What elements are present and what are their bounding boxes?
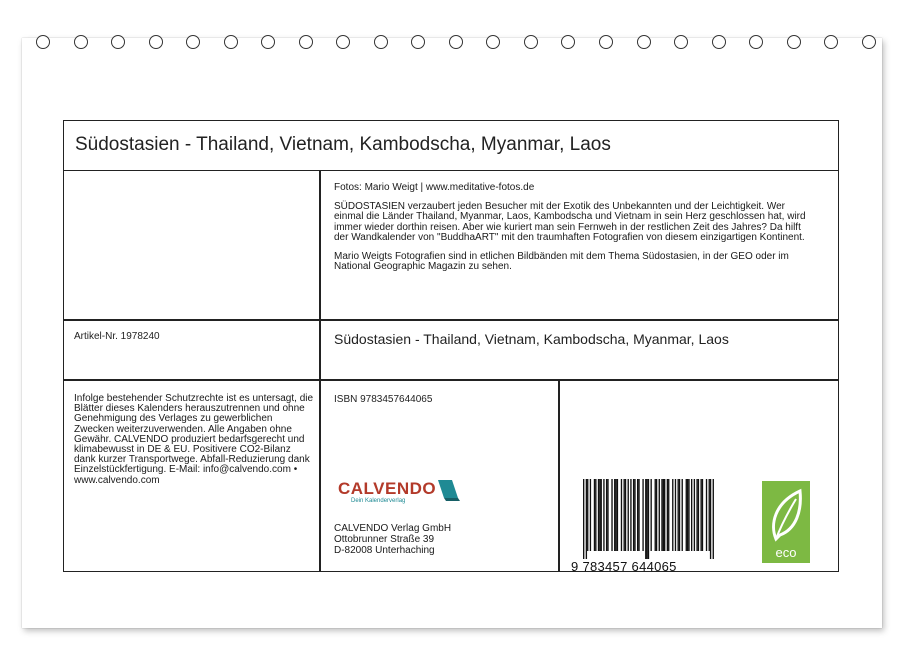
publisher-city: D-82008 Unterhaching xyxy=(334,545,435,556)
barcode-bar xyxy=(663,479,664,551)
barcode-bar xyxy=(682,479,683,551)
barcode-bar xyxy=(634,479,635,551)
barcode-bar xyxy=(595,479,596,551)
description-block xyxy=(334,183,814,281)
article-number: Artikel-Nr. 1978240 xyxy=(74,331,160,342)
logo-tagline: Dein Kalenderverlag xyxy=(351,498,406,504)
binding-ring xyxy=(299,35,313,49)
binding-ring xyxy=(186,35,200,49)
title-row xyxy=(64,121,838,171)
calendar-subtitle: Südostasien - Thailand, Vietnam, Kambodscha, Myanmar, Laos xyxy=(334,331,729,347)
barcode-bar xyxy=(598,479,599,551)
barcode-bar xyxy=(642,479,643,551)
barcode-bar xyxy=(583,479,584,559)
description-paragraph: SÜDOSTASIEN verzaubert jeden Besucher mit der Exotik des Unbekannten und der Leichtigkeit. Wer einmal die Länder Thailand, Myanmar, Laos, Kambodscha und Vietnam in sein Herz geschlossen hat, wird immer wieder dorthin reisen. Aber wie kuriert man sein Fernweh in der restlichen Zeit des Jahres? Da hilft der Wandkalender von "BuddhaART" mit den traumhaften Fotografien von diesem einzigartigen Kontinent. xyxy=(334,200,806,243)
barcode-bar xyxy=(607,479,608,551)
description-paragraph: Mario Weigts Fotografien sind in etlichen Bildbänden mit dem Thema Südostasien, in der GEO oder im National Geographic Magazin zu sehen. xyxy=(334,250,789,272)
barcode-bar xyxy=(617,479,618,551)
binding-ring xyxy=(224,35,238,49)
logo-calendar-icon xyxy=(436,478,462,502)
barcode-bar xyxy=(637,479,638,551)
barcode-bar xyxy=(615,479,616,551)
barcode-bar xyxy=(664,479,665,551)
barcode-bar xyxy=(686,479,687,551)
barcode-bar xyxy=(678,479,679,551)
binding-ring xyxy=(712,35,726,49)
leaf-icon xyxy=(762,485,810,547)
barcode-bar xyxy=(601,479,602,551)
barcode-bar xyxy=(621,479,622,551)
binding-ring xyxy=(561,35,575,49)
eco-badge xyxy=(762,481,810,563)
barcode-bar xyxy=(594,479,595,551)
row-divider xyxy=(64,379,838,381)
binding-ring xyxy=(674,35,688,49)
barcode-bar xyxy=(587,479,588,551)
barcode-bar xyxy=(611,479,612,551)
barcode-bar xyxy=(624,479,625,551)
barcode-bar xyxy=(679,479,680,551)
binding-ring xyxy=(637,35,651,49)
barcode-bar xyxy=(696,479,697,551)
logo-wordmark: CALVENDO xyxy=(338,479,437,498)
eco-label: eco xyxy=(775,545,797,560)
binding-ring xyxy=(599,35,613,49)
binding-ring xyxy=(74,35,88,49)
barcode-bar xyxy=(628,479,629,551)
barcode-bar xyxy=(659,479,660,551)
barcode-bar xyxy=(645,479,646,559)
binding-ring xyxy=(36,35,50,49)
barcode-bar xyxy=(688,479,689,551)
barcode-bar xyxy=(698,479,699,551)
barcode-bar xyxy=(625,479,626,551)
barcode-bar xyxy=(709,479,710,551)
barcode-bar xyxy=(655,479,656,551)
barcode xyxy=(571,479,721,574)
barcode-bar xyxy=(672,479,673,551)
barcode-bar xyxy=(713,479,714,559)
barcode-bar xyxy=(668,479,669,551)
binding-ring xyxy=(374,35,388,49)
barcode-bar xyxy=(606,479,607,551)
barcode-digits: 9 783457 644065 xyxy=(571,559,677,574)
barcode-bar xyxy=(603,479,604,551)
legal-notice: Infolge bestehender Schutzrechte ist es untersagt, die Blätter dieses Kalenders herauszutrennen und ohne Genehmigung des Verlages zu gewerblichen Zwecken weiterzuverwenden. Alle Angaben ohne Gewähr. CALVENDO produziert bedarfsgerecht und klimabewusst in DE & EU. Positivere CO2-Bilanz dank kurzer Transportwege. Abfall-Reduzierung dank Einzelstückfertigung. E-Mail: info@calvendo.com • www.calvendo.com xyxy=(74,393,314,486)
column-divider xyxy=(319,171,321,571)
binding-ring xyxy=(824,35,838,49)
barcode-bar xyxy=(702,479,703,551)
barcode-bar xyxy=(706,479,707,551)
barcode-bar xyxy=(656,479,657,551)
binding-ring xyxy=(787,35,801,49)
binding-ring xyxy=(411,35,425,49)
isbn-text: ISBN 9783457644065 xyxy=(334,394,433,405)
barcode-bar xyxy=(694,479,695,551)
publisher-street: Ottobrunner Straße 39 xyxy=(334,534,435,545)
binding-ring xyxy=(149,35,163,49)
binding-ring xyxy=(862,35,876,49)
binding-ring xyxy=(111,35,125,49)
barcode-bar xyxy=(667,479,668,551)
calvendo-logo xyxy=(338,475,468,511)
barcode-bar xyxy=(633,479,634,551)
barcode-bar xyxy=(630,479,631,551)
calendar-title: Südostasien - Thailand, Vietnam, Kambodscha, Myanmar, Laos xyxy=(75,134,611,155)
barcode-bars xyxy=(571,479,721,559)
barcode-bar xyxy=(614,479,615,551)
publisher-address xyxy=(334,523,451,556)
row-divider xyxy=(64,319,838,321)
binding-ring xyxy=(449,35,463,49)
barcode-bar xyxy=(700,479,701,551)
barcode-bar xyxy=(638,479,639,551)
binding-ring xyxy=(749,35,763,49)
barcode-bar xyxy=(651,479,652,551)
binding-ring xyxy=(336,35,350,49)
binding-ring xyxy=(486,35,500,49)
info-card xyxy=(63,120,839,572)
barcode-bar xyxy=(675,479,676,551)
barcode-bar xyxy=(661,479,662,551)
barcode-bar xyxy=(691,479,692,551)
barcode-bar xyxy=(599,479,600,551)
barcode-bar xyxy=(710,479,711,559)
publisher-name: CALVENDO Verlag GmbH xyxy=(334,523,452,534)
barcode-bar xyxy=(586,479,587,559)
barcode-bar xyxy=(646,479,647,559)
barcode-bar xyxy=(648,479,649,559)
barcode-bar xyxy=(590,479,591,551)
barcode-bar xyxy=(687,479,688,551)
column-divider xyxy=(558,379,560,571)
binding-ring xyxy=(261,35,275,49)
spiral-binding xyxy=(36,32,876,54)
binding-ring xyxy=(524,35,538,49)
photo-credit: Fotos: Mario Weigt | www.meditative-fotos.de xyxy=(334,182,535,193)
